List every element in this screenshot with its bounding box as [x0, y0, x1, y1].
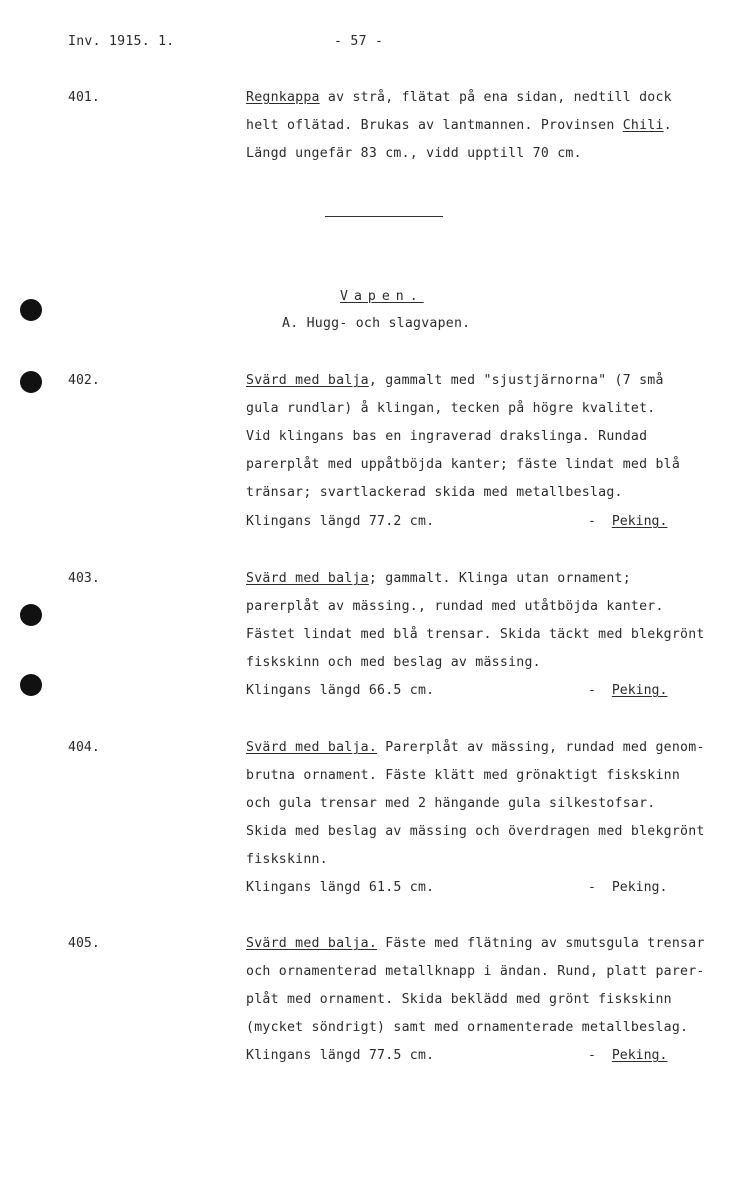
entry-line: Svärd med balja. Parerplåt av mässing, rundad med genom- [246, 740, 705, 755]
entry-line: Vid klingans bas en ingraverad drakslinga. Rundad [246, 429, 648, 444]
origin-place: - Peking. [588, 880, 668, 895]
entry-line: helt oflätad. Brukas av lantmannen. Provinsen Chili. [246, 118, 672, 133]
punch-hole [20, 674, 42, 696]
entry-line: parerplåt av mässing., rundad med utåtböjda kanter. [246, 599, 664, 614]
entry-line: (mycket söndrigt) samt med ornamenterade metallbeslag. [246, 1020, 689, 1035]
entry-line: Regnkappa av strå, flätat på ena sidan, nedtill dock [246, 90, 672, 105]
entry-line: gula rundlar) å klingan, tecken på högre kvalitet. [246, 401, 656, 416]
entry-number: 405. [68, 936, 100, 951]
entry-line: Skida med beslag av mässing och överdragen med blekgrönt [246, 824, 705, 839]
origin-place: - Peking. [588, 683, 668, 698]
section-subheading: A. Hugg- och slagvapen. [282, 316, 471, 331]
entry-title: Svärd med balja. [246, 740, 378, 755]
entry-title: Svärd med balja [246, 571, 369, 586]
entry-line: Fästet lindat med blå trensar. Skida täckt med blekgrönt [246, 627, 705, 642]
entry-line: fiskskinn och med beslag av mässing. [246, 655, 541, 670]
entry-number: 401. [68, 90, 100, 105]
entry-line: brutna ornament. Fäste klätt med grönaktigt fiskskinn [246, 768, 681, 783]
entry-title: Regnkappa [246, 90, 320, 105]
punch-hole [20, 604, 42, 626]
origin-place: - Peking. [588, 1048, 668, 1063]
entry-line: och ornamenterad metallknapp i ändan. Rund, platt parer- [246, 964, 705, 979]
entry-line: och gula trensar med 2 hängande gula silkestofsar. [246, 796, 656, 811]
section-divider [325, 216, 443, 217]
entry-line: Klingans längd 77.2 cm. [246, 514, 435, 529]
entry-number: 403. [68, 571, 100, 586]
entry-title: Svärd med balja [246, 373, 369, 388]
entry-line: Klingans längd 77.5 cm. [246, 1048, 435, 1063]
section-heading: Vapen. [340, 289, 424, 304]
entry-line: parerplåt med uppåtböjda kanter; fäste lindat med blå [246, 457, 681, 472]
entry-line: fiskskinn. [246, 852, 328, 867]
entry-line: Klingans längd 66.5 cm. [246, 683, 435, 698]
entry-line: tränsar; svartlackerad skida med metallbeslag. [246, 485, 623, 500]
entry-title: Svärd med balja. [246, 936, 378, 951]
entry-number: 404. [68, 740, 100, 755]
entry-line: Svärd med balja, gammalt med "sjustjärnorna" (7 små [246, 373, 664, 388]
entry-line: Svärd med balja; gammalt. Klinga utan ornament; [246, 571, 631, 586]
province-name: Chili [622, 118, 664, 133]
punch-hole [20, 299, 42, 321]
entry-line: Längd ungefär 83 cm., vidd upptill 70 cm. [246, 146, 582, 161]
entry-line: Svärd med balja. Fäste med flätning av smutsgula trensar [246, 936, 705, 951]
entry-number: 402. [68, 373, 100, 388]
inventory-reference: Inv. 1915. 1. [68, 34, 175, 49]
entry-line: plåt med ornament. Skida beklädd med grönt fiskskinn [246, 992, 672, 1007]
entry-line: Klingans längd 61.5 cm. [246, 880, 435, 895]
punch-hole [20, 371, 42, 393]
origin-place: - Peking. [588, 514, 668, 529]
page-number: - 57 - [334, 34, 384, 49]
